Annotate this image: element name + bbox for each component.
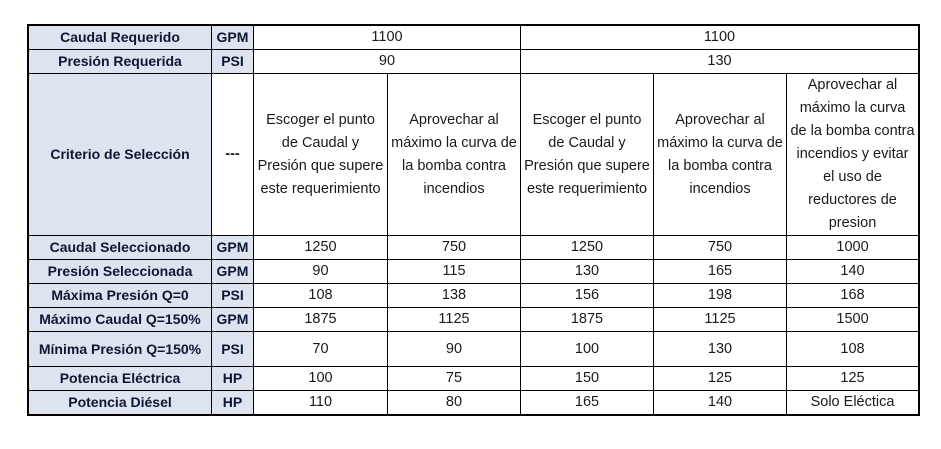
row-potencia-diesel [29,391,919,415]
unit-cell: GPM [212,308,254,332]
selection-table [28,25,919,415]
row-label: Caudal Seleccionado [29,236,212,260]
criterio-cell: Aprovechar al máximo la curva de la bomba contra incendios [388,74,521,236]
unit-cell: PSI [212,332,254,367]
unit-cell: PSI [212,284,254,308]
value-cell: 750 [388,236,521,260]
criterio-cell: Aprovechar al máximo la curva de la bomba contra incendios [654,74,787,236]
value-cell: 80 [388,391,521,415]
unit-cell: GPM [212,236,254,260]
value-cell: 90 [254,50,521,74]
value-cell: 140 [787,260,919,284]
unit-cell: HP [212,367,254,391]
value-cell: 90 [388,332,521,367]
value-cell: 750 [654,236,787,260]
value-cell: 1000 [787,236,919,260]
value-cell: 108 [787,332,919,367]
value-cell: 75 [388,367,521,391]
row-label: Mínima Presión Q=150% [29,332,212,367]
row-caudal-seleccionado [29,236,919,260]
value-cell: 90 [254,260,388,284]
value-cell: 1100 [254,26,521,50]
value-cell: 156 [521,284,654,308]
value-cell: 1875 [254,308,388,332]
row-potencia-electrica [29,367,919,391]
row-label: Presión Seleccionada [29,260,212,284]
value-cell: 138 [388,284,521,308]
unit-cell: HP [212,391,254,415]
value-cell: 70 [254,332,388,367]
row-label: Potencia Eléctrica [29,367,212,391]
value-cell: 100 [521,332,654,367]
value-cell: 1125 [654,308,787,332]
row-criterio [29,74,919,236]
value-cell: 150 [521,367,654,391]
row-label: Caudal Requerido [29,26,212,50]
value-cell: 1500 [787,308,919,332]
row-label: Presión Requerida [29,50,212,74]
row-label: Criterio de Selección [29,74,212,236]
value-cell: 198 [654,284,787,308]
value-cell: 125 [654,367,787,391]
value-cell: Solo Eléctica [787,391,919,415]
row-maxima-presion [29,284,919,308]
value-cell: 108 [254,284,388,308]
value-cell: 1875 [521,308,654,332]
row-presion-seleccionada [29,260,919,284]
unit-cell: GPM [212,26,254,50]
row-label: Máxima Presión Q=0 [29,284,212,308]
criterio-cell: Aprovechar al máximo la curva de la bomba contra incendios y evitar el uso de reductores de presion [787,74,919,236]
value-cell: 125 [787,367,919,391]
row-minima-presion [29,332,919,367]
value-cell: 140 [654,391,787,415]
value-cell: 130 [654,332,787,367]
row-caudal-requerido [29,26,919,50]
row-presion-requerida [29,50,919,74]
value-cell: 1250 [254,236,388,260]
value-cell: 168 [787,284,919,308]
criterio-cell: Escoger el punto de Caudal y Presión que supere este requerimiento [254,74,388,236]
value-cell: 100 [254,367,388,391]
value-cell: 130 [521,260,654,284]
value-cell: 130 [521,50,919,74]
value-cell: 165 [521,391,654,415]
value-cell: 115 [388,260,521,284]
value-cell: 1125 [388,308,521,332]
value-cell: 110 [254,391,388,415]
value-cell: 1100 [521,26,919,50]
row-label: Máximo Caudal Q=150% [29,308,212,332]
row-maximo-caudal [29,308,919,332]
value-cell: 1250 [521,236,654,260]
row-label: Potencia Diésel [29,391,212,415]
unit-cell: PSI [212,50,254,74]
criterio-cell: Escoger el punto de Caudal y Presión que supere este requerimiento [521,74,654,236]
value-cell: 165 [654,260,787,284]
unit-cell: --- [212,74,254,236]
unit-cell: GPM [212,260,254,284]
